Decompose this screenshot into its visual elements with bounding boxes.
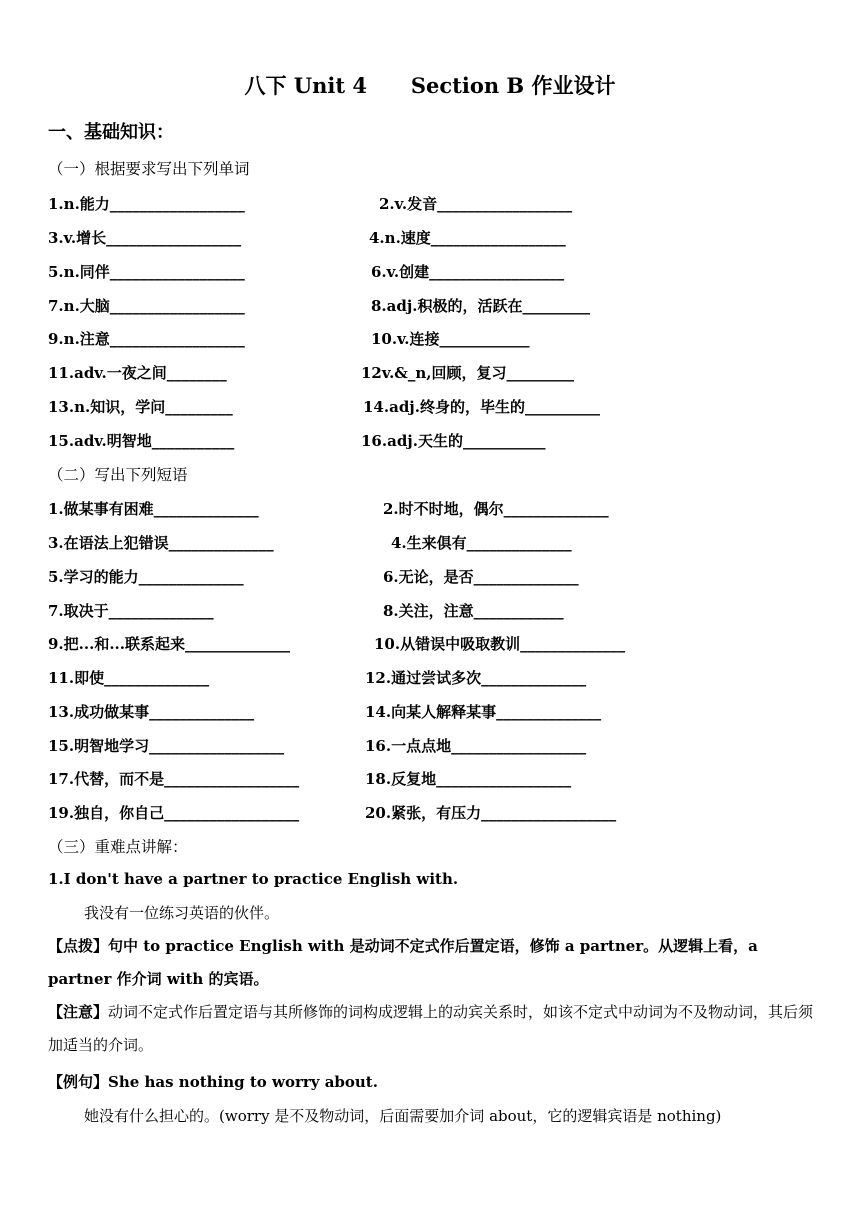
note-paragraph — [48, 996, 818, 1062]
tip-text: 句中 to practice English with 是动词不定式作后置定语，修饰 a partner。从逻辑上看，a partner 作介词 with 的宾语。 — [48, 937, 758, 988]
word-row — [48, 396, 828, 422]
word-row — [48, 430, 828, 456]
word-row — [48, 328, 828, 354]
example-translation: 我没有一位练习英语的伙伴。 — [84, 904, 280, 922]
phrase-row — [48, 735, 828, 761]
phrase-row — [48, 600, 828, 626]
phrase-item: 19.独自，你自己__________________ — [48, 804, 300, 822]
phrase-item: 18.反复地__________________ — [365, 770, 572, 788]
phrase-item: 20.紧张，有压力__________________ — [365, 804, 617, 822]
word-item: 13.n.知识，学问_________ — [48, 398, 233, 416]
word-row — [48, 261, 828, 287]
phrase-item: 5.学习的能力______________ — [48, 568, 244, 586]
phrase-row — [48, 667, 828, 693]
phrase-row — [48, 566, 828, 592]
part2-heading: （二）写出下列短语 — [48, 466, 188, 484]
phrase-item: 2.时不时地，偶尔______________ — [383, 500, 609, 518]
word-row — [48, 362, 828, 388]
phrase-item: 16.一点点地__________________ — [365, 737, 587, 755]
phrase-item: 6.无论，是否______________ — [383, 568, 579, 586]
word-item: 15.adv.明智地___________ — [48, 432, 235, 450]
phrase-row — [48, 701, 828, 727]
part1-heading: （一）根据要求写出下列单词 — [48, 160, 250, 178]
phrase-item: 1.做某事有困难______________ — [48, 500, 259, 518]
sample-label: 【例句】 — [48, 1073, 109, 1091]
phrase-row — [48, 498, 828, 524]
tip-label: 【点拨】 — [48, 937, 109, 955]
phrase-row — [48, 768, 828, 794]
word-item: 9.n.注意__________________ — [48, 330, 245, 348]
part3-heading: （三）重难点讲解： — [48, 838, 188, 856]
section-heading-basics: 一、基础知识： — [48, 122, 174, 143]
note-label: 【注意】 — [48, 1003, 109, 1021]
word-item: 16.adj.天生的___________ — [361, 432, 546, 450]
word-item: 12v.&_n,回顾，复习_________ — [361, 364, 574, 382]
phrase-item: 13.成功做某事______________ — [48, 703, 255, 721]
phrase-item: 11.即使______________ — [48, 669, 210, 687]
word-row — [48, 193, 828, 219]
phrase-item: 9.把...和...联系起来______________ — [48, 635, 290, 653]
word-item: 5.n.同伴__________________ — [48, 263, 245, 281]
phrase-item: 7.取决于______________ — [48, 602, 214, 620]
word-row — [48, 295, 828, 321]
tip-paragraph — [48, 930, 818, 996]
phrase-row — [48, 532, 828, 558]
phrase-item: 4.生来俱有______________ — [391, 534, 572, 552]
phrase-row — [48, 633, 828, 659]
sample-text: She has nothing to worry about. — [108, 1073, 378, 1091]
note-text: 动词不定式作后置定语与其所修饰的词构成逻辑上的动宾关系时，如该不定式中动词为不及物动词，其后须加适当的介词。 — [48, 1003, 814, 1054]
word-item: 10.v.连接____________ — [371, 330, 530, 348]
word-item: 2.v.发音__________________ — [379, 195, 573, 213]
phrase-item: 10.从错误中吸取教训______________ — [374, 635, 626, 653]
word-item: 7.n.大脑__________________ — [48, 297, 245, 315]
sample-line — [48, 1069, 818, 1095]
phrase-item: 8.关注，注意____________ — [383, 602, 564, 620]
word-item: 3.v.增长__________________ — [48, 229, 242, 247]
sample-translation: 她没有什么担心的。(worry 是不及物动词，后面需要加介词 about，它的逻辑宾语是 nothing) — [84, 1107, 722, 1125]
word-item: 8.adj.积极的，活跃在_________ — [371, 297, 591, 315]
word-item: 1.n.能力__________________ — [48, 195, 245, 213]
phrase-row — [48, 802, 828, 828]
word-item: 14.adj.终身的，毕生的__________ — [363, 398, 600, 416]
page-title: 八下 Unit 4 Section B 作业设计 — [244, 73, 616, 98]
phrase-item: 3.在语法上犯错误______________ — [48, 534, 274, 552]
phrase-item: 14.向某人解释某事______________ — [365, 703, 602, 721]
example-sentence: 1.I don't have a partner to practice English with. — [48, 870, 459, 888]
word-item: 6.v.创建__________________ — [371, 263, 565, 281]
phrase-item: 15.明智地学习__________________ — [48, 737, 285, 755]
word-item: 11.adv.一夜之间________ — [48, 364, 227, 382]
phrase-item: 12.通过尝试多次______________ — [365, 669, 587, 687]
word-item: 4.n.速度__________________ — [369, 229, 566, 247]
word-row — [48, 227, 828, 253]
phrase-item: 17.代替，而不是__________________ — [48, 770, 300, 788]
